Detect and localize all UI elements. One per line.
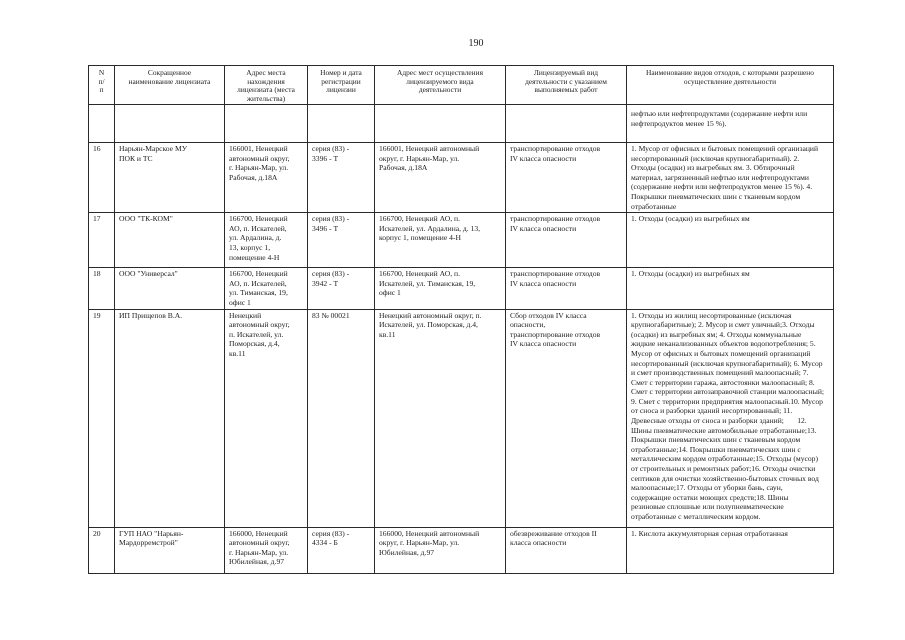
table-row bbox=[89, 527, 834, 573]
licensee-name-cell: ООО "Универсал" bbox=[115, 268, 225, 309]
licensee-name-cell: ИП Прищепов В.А. bbox=[115, 309, 225, 527]
row-number-cell: 16 bbox=[89, 143, 115, 213]
waste-types-cell: нефтью или нефтепродуктами (содержание нефти или нефтепродуктов менее 15 %). bbox=[627, 105, 834, 143]
waste-types-cell: 1. Кислота аккумуляторная серная отработанная bbox=[627, 527, 834, 573]
licensed-activity-cell: транспортирование отходов IV класса опасности bbox=[506, 143, 627, 213]
licensee-address-cell bbox=[225, 105, 308, 143]
licensee-name-cell: ООО "ТК-КОМ" bbox=[115, 213, 225, 268]
license-number-cell: серия (83) - 3396 - Т bbox=[308, 143, 375, 213]
licensee-address-cell: Ненецкий автономный округ, п. Искателей, ул. Поморская, д.4, кв.11 bbox=[225, 309, 308, 527]
licensed-activity-cell: транспортирование отходов IV класса опасности bbox=[506, 213, 627, 268]
waste-types-cell: 1. Отходы (осадки) из выгребных ям bbox=[627, 213, 834, 268]
table-row bbox=[89, 105, 834, 143]
row-number-cell: 20 bbox=[89, 527, 115, 573]
activity-address-cell: 166700, Ненецкий АО, п. Искателей, ул. Ардалина, д. 13, корпус 1, помещение 4-Н bbox=[375, 213, 506, 268]
license-registry-table bbox=[88, 65, 834, 574]
row-number-cell: 19 bbox=[89, 309, 115, 527]
header-license-number: Номер и дата регистрации лицензии bbox=[308, 66, 375, 105]
waste-types-cell: 1. Отходы из жилищ несортированные (исключая крупногабаритные); 2. Мусор и смет уличный;3. Отходы (осадки) из выгребных ям; 4. Отходы коммунальные жидкие неканализованных объектов водопотребления; 5. Мусор от офисных и бытовых помещений организаций несортированный (исключая крупногабаритный); 6. Мусор и смет производственных помещений малоопасный; 7. Смет с территории гаража, автостоянки малоопасный; 8. Смет с территории автозаправочной станции малоопасный; 9. Смет с территории предприятия малоопасный.10. Мусор от сноса и разборки зданий несортированный; 11. Древесные отходы от сноса и разборки зданий; 12. Шины пневматические автомобильные отработанные;13. Покрышки пневматических шин с тканевым кордом отработанные;14. Покрышки пневматических шин с металлическим кордом отработанные;15. Отходы (мусор) от строительных и ремонтных работ;16. Отходы очистки септиков для очистки хозяйственно-бытовых сточных вод малоопасные;17. Отходы от уборки бань, саун, содержащие остатки моющих средств;18. Шины резиновые сплошные или полупневматические отработанные с металлическим кордом. bbox=[627, 309, 834, 527]
header-licensee-name: Сокращенное наименование лицензиата bbox=[115, 66, 225, 105]
header-activity-address: Адрес мест осуществления лицензируемого вида деятельности bbox=[375, 66, 506, 105]
table-row bbox=[89, 213, 834, 268]
row-number-cell: 17 bbox=[89, 213, 115, 268]
license-number-cell: серия (83) - 3496 - Т bbox=[308, 213, 375, 268]
license-number-cell bbox=[308, 105, 375, 143]
licensee-name-cell: ГУП НАО "Нарьян- Мардорремстрой" bbox=[115, 527, 225, 573]
licensee-address-cell: 166700, Ненецкий АО, п. Искателей, ул. Ардалина, д. 13, корпус 1, помещение 4-Н bbox=[225, 213, 308, 268]
page-number: 190 bbox=[468, 38, 484, 49]
licensed-activity-cell bbox=[506, 105, 627, 143]
header-licensee-address: Адрес места нахождения лицензиата (места жительства) bbox=[225, 66, 308, 105]
licensee-name-cell bbox=[115, 105, 225, 143]
license-number-cell: серия (83) - 4334 - Б bbox=[308, 527, 375, 573]
table-header-row bbox=[89, 66, 834, 105]
licensee-address-cell: 166700, Ненецкий АО, п. Искателей, ул. Тиманская, 19, офис 1 bbox=[225, 268, 308, 309]
licensed-activity-cell: Сбор отходов IV класса опасности, транспортирование отходов IV класса опасности bbox=[506, 309, 627, 527]
activity-address-cell bbox=[375, 105, 506, 143]
row-number-cell: 18 bbox=[89, 268, 115, 309]
licensed-activity-cell: обезвреживание отходов II класса опасности bbox=[506, 527, 627, 573]
licensee-address-cell: 166001, Ненецкий автономный округ, г. Нарьян-Мар, ул. Рабочая, д.18А bbox=[225, 143, 308, 213]
activity-address-cell: Ненецкий автономный округ, п. Искателей, ул. Поморская, д.4, кв.11 bbox=[375, 309, 506, 527]
waste-types-cell: 1. Отходы (осадки) из выгребных ям bbox=[627, 268, 834, 309]
header-row-number: N п/ п bbox=[89, 66, 115, 105]
table-row bbox=[89, 268, 834, 309]
row-number-cell bbox=[89, 105, 115, 143]
table-row bbox=[89, 143, 834, 213]
license-number-cell: серия (83) - 3942 - Т bbox=[308, 268, 375, 309]
header-licensed-activity: Лицензируемый вид деятельности с указанием выполняемых работ bbox=[506, 66, 627, 105]
licensed-activity-cell: транспортирование отходов IV класса опасности bbox=[506, 268, 627, 309]
activity-address-cell: 166001, Ненецкий автономный округ, г. Нарьян-Мар, ул. Рабочая, д.18А bbox=[375, 143, 506, 213]
waste-types-cell: 1. Мусор от офисных и бытовых помещений организаций несортированный (исключая крупногабаритный). 2. Отходы (осадки) из выгребных ям. 3. Обтирочный материал, загрязненный нефтью или нефтепродуктами (содержание нефти или нефтепродуктов менее 15 %). 4. Покрышки пневматических шин с тканевым кордом отработанные bbox=[627, 143, 834, 213]
licensee-address-cell: 166000, Ненецкий автономный округ, г. Нарьян-Мар, ул. Юбилейная, д.97 bbox=[225, 527, 308, 573]
activity-address-cell: 166700, Ненецкий АО, п. Искателей, ул. Тиманская, 19, офис 1 bbox=[375, 268, 506, 309]
header-waste-types: Наименование видов отходов, с которыми разрешено осуществление деятельности bbox=[627, 66, 834, 105]
licensee-name-cell: Нарьян-Марское МУ ПОК и ТС bbox=[115, 143, 225, 213]
activity-address-cell: 166000, Ненецкий автономный округ, г. Нарьян-Мар, ул. Юбилейная, д.97 bbox=[375, 527, 506, 573]
table-row bbox=[89, 309, 834, 527]
license-number-cell: 83 № 00021 bbox=[308, 309, 375, 527]
